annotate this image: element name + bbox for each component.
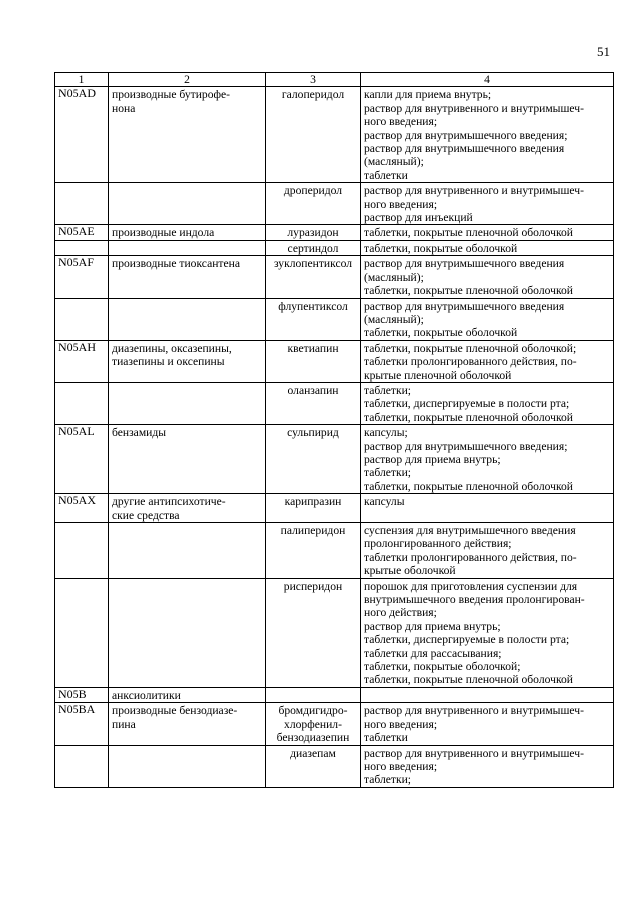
table-row: [55, 225, 614, 240]
atc-code-cell: [55, 298, 109, 340]
table-row: [55, 687, 614, 702]
page-number: 51: [597, 44, 610, 59]
group-name-cell: другие антипсихотиче- ские средства: [109, 494, 266, 523]
group-name-cell: производные бутирофе- нона: [109, 87, 266, 183]
dosage-forms-cell: капсулы; раствор для внутримышечного введения; раствор для приема внутрь; таблетки; таблетки, покрытые пленочной оболочкой: [361, 425, 614, 494]
table-row: [55, 183, 614, 225]
atc-code-cell: [55, 523, 109, 579]
group-name-cell: [109, 745, 266, 787]
dosage-forms-cell: раствор для внутривенного и внутримышеч- ного введения; таблетки: [361, 703, 614, 745]
table-row: [55, 340, 614, 382]
table-row: [55, 703, 614, 745]
table-row: [55, 256, 614, 298]
table-row: [55, 425, 614, 494]
drug-name-cell: дроперидол: [266, 183, 361, 225]
drug-name-cell: карипразин: [266, 494, 361, 523]
drug-name-cell: галоперидол: [266, 87, 361, 183]
drug-name-cell: диазепам: [266, 745, 361, 787]
column-header-2: 2: [109, 73, 266, 87]
dosage-forms-cell: раствор для внутримышечного введения (масляный); таблетки, покрытые пленочной оболочкой: [361, 256, 614, 298]
dosage-forms-cell: капсулы: [361, 494, 614, 523]
atc-code-cell: N05AF: [55, 256, 109, 298]
dosage-forms-cell: таблетки; таблетки, диспергируемые в полости рта; таблетки, покрытые пленочной оболочкой: [361, 382, 614, 424]
drug-name-cell: зуклопентиксол: [266, 256, 361, 298]
atc-code-cell: N05AL: [55, 425, 109, 494]
dosage-forms-cell: суспензия для внутримышечного введения пролонгированного действия; таблетки пролонгированного действия, по- крытые оболочкой: [361, 523, 614, 579]
drug-table: [54, 72, 614, 788]
atc-code-cell: [55, 240, 109, 255]
atc-code-cell: N05AE: [55, 225, 109, 240]
table-row: [55, 578, 614, 687]
table-row: [55, 87, 614, 183]
dosage-forms-cell: таблетки, покрытые пленочной оболочкой; таблетки пролонгированного действия, по- крытые пленочной оболочкой: [361, 340, 614, 382]
group-name-cell: производные бензодиазе- пина: [109, 703, 266, 745]
dosage-forms-cell: капли для приема внутрь; раствор для внутривенного и внутримышеч- ного введения; раствор для внутримышечного введения; раствор для внутримышечного введения (масляный); таблетки: [361, 87, 614, 183]
group-name-cell: производные тиоксантена: [109, 256, 266, 298]
column-header-4: 4: [361, 73, 614, 87]
drug-name-cell: кветиапин: [266, 340, 361, 382]
column-header-1: 1: [55, 73, 109, 87]
atc-code-cell: N05AD: [55, 87, 109, 183]
group-name-cell: [109, 298, 266, 340]
atc-code-cell: N05AX: [55, 494, 109, 523]
drug-name-cell: сульпирид: [266, 425, 361, 494]
group-name-cell: производные индола: [109, 225, 266, 240]
group-name-cell: [109, 183, 266, 225]
dosage-forms-cell: раствор для внутривенного и внутримышеч- ного введения; таблетки;: [361, 745, 614, 787]
dosage-forms-cell: таблетки, покрытые оболочкой: [361, 240, 614, 255]
drug-name-cell: оланзапин: [266, 382, 361, 424]
table-row: [55, 240, 614, 255]
dosage-forms-cell: раствор для внутривенного и внутримышеч- ного введения; раствор для инъекций: [361, 183, 614, 225]
table-row: [55, 382, 614, 424]
table-row: [55, 494, 614, 523]
atc-code-cell: [55, 745, 109, 787]
table-row: [55, 298, 614, 340]
group-name-cell: [109, 382, 266, 424]
column-header-3: 3: [266, 73, 361, 87]
atc-code-cell: [55, 183, 109, 225]
group-name-cell: [109, 240, 266, 255]
atc-code-cell: N05B: [55, 687, 109, 702]
group-name-cell: бензамиды: [109, 425, 266, 494]
drug-name-cell: [266, 687, 361, 702]
drug-name-cell: флупентиксол: [266, 298, 361, 340]
table-header-row: [55, 73, 614, 87]
group-name-cell: [109, 578, 266, 687]
drug-name-cell: луразидон: [266, 225, 361, 240]
drug-name-cell: сертиндол: [266, 240, 361, 255]
drug-name-cell: палиперидон: [266, 523, 361, 579]
table-row: [55, 745, 614, 787]
group-name-cell: анксиолитики: [109, 687, 266, 702]
group-name-cell: [109, 523, 266, 579]
atc-code-cell: [55, 382, 109, 424]
table-body: [55, 87, 614, 787]
dosage-forms-cell: раствор для внутримышечного введения (масляный); таблетки, покрытые оболочкой: [361, 298, 614, 340]
atc-code-cell: N05AH: [55, 340, 109, 382]
dosage-forms-cell: таблетки, покрытые пленочной оболочкой: [361, 225, 614, 240]
atc-code-cell: N05BA: [55, 703, 109, 745]
drug-name-cell: рисперидон: [266, 578, 361, 687]
group-name-cell: диазепины, оксазепины, тиазепины и оксепины: [109, 340, 266, 382]
drug-name-cell: бромдигидро- хлорфенил- бензодиазепин: [266, 703, 361, 745]
dosage-forms-cell: порошок для приготовления суспензии для внутримышечного введения пролонгирован- ного действия; раствор для приема внутрь; таблетки, диспергируемые в полости рта; таблетки для рассасывания; таблетки, покрытые оболочкой; таблетки, покрытые пленочной оболочкой: [361, 578, 614, 687]
table-row: [55, 523, 614, 579]
dosage-forms-cell: [361, 687, 614, 702]
atc-code-cell: [55, 578, 109, 687]
